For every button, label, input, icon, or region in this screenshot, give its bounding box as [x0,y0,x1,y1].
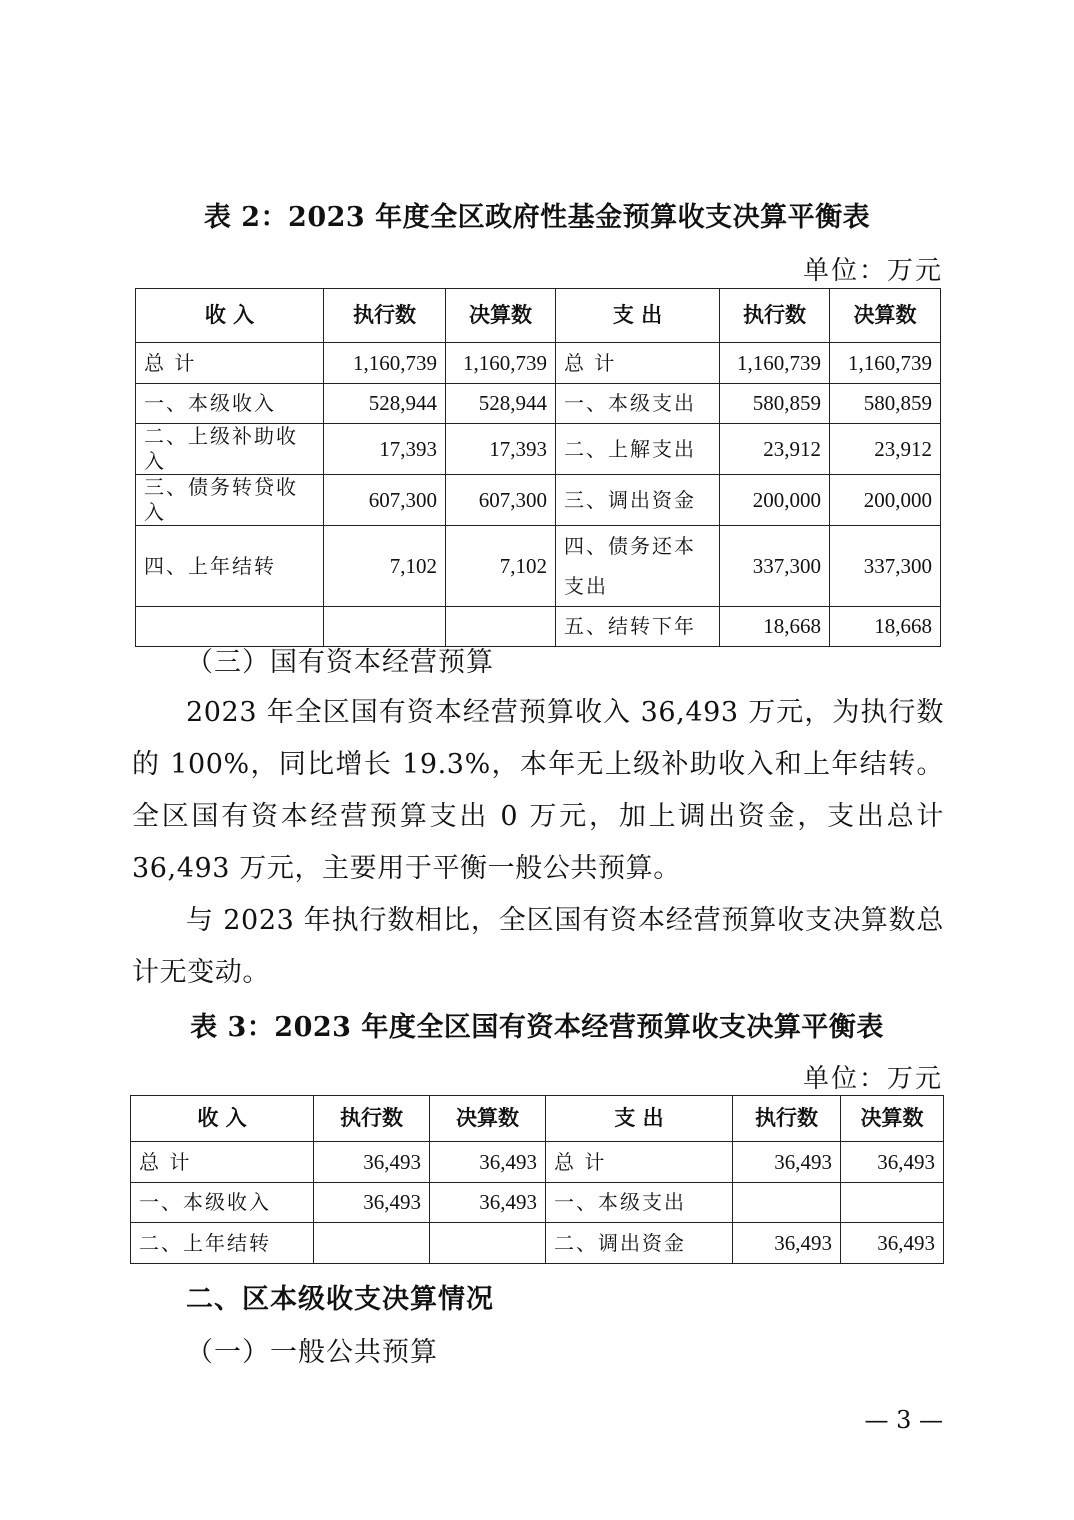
table3 [130,1095,944,1264]
table-row [131,1183,944,1223]
table2-header: 决算数 [446,289,556,343]
table-cell: 36,493 [841,1223,944,1264]
table-row [131,1142,944,1183]
section3-paragraph-1: 2023 年全区国有资本经营预算收入 36,493 万元，为执行数的 100%，同比增长 19.3%，本年无上级补助收入和上年结转。全区国有资本经营预算支出 0 万元，加上调出资金，支出总计 36,493 万元，主要用于平衡一般公共预算。 [132,697,944,884]
table2-title: 表 2：2023 年度全区政府性基金预算收支决算平衡表 [203,202,871,233]
table-row [136,526,941,607]
table-row [136,343,941,384]
table-cell: 23,912 [830,424,941,475]
table3-header: 收 入 [131,1096,314,1142]
table3-header: 决算数 [841,1096,944,1142]
table-cell: 总 计 [546,1142,733,1183]
section-two-subheading: （一）一般公共预算 [186,1337,438,1368]
table-cell: 18,668 [830,607,941,647]
table-cell: 36,493 [841,1142,944,1183]
table-cell [430,1223,546,1264]
table-cell: 1,160,739 [720,343,830,384]
table3-header: 执行数 [733,1096,841,1142]
section-two-heading: 二、区本级收支决算情况 [186,1284,494,1315]
table-cell: 18,668 [720,607,830,647]
section3-heading: （三）国有资本经营预算 [186,647,494,678]
table-cell: 总 计 [131,1142,314,1183]
table-cell: 一、本级支出 [556,384,720,424]
table-cell: 1,160,739 [446,343,556,384]
table-cell: 总 计 [136,343,324,384]
table-cell: 36,493 [733,1223,841,1264]
table3-unit: 单位：万元 [802,1064,943,1094]
table-cell: 7,102 [324,526,446,607]
table2-header: 支 出 [556,289,720,343]
table-cell: 36,493 [430,1183,546,1223]
table-cell: 528,944 [446,384,556,424]
table-cell: 二、上级补助收入 [136,424,324,475]
table2-header: 执行数 [720,289,830,343]
table-cell: 四、债务还本支出 [556,526,720,607]
table-cell: 二、上年结转 [131,1223,314,1264]
table-cell: 36,493 [733,1142,841,1183]
table-cell: 一、本级收入 [131,1183,314,1223]
table3-header-row [131,1096,944,1142]
table3-header: 执行数 [314,1096,430,1142]
page-number: — 3 — [864,1406,943,1434]
table-cell: 36,493 [314,1142,430,1183]
table-cell [733,1183,841,1223]
table2 [135,288,941,647]
table-cell: 一、本级支出 [546,1183,733,1223]
table2-unit: 单位：万元 [802,256,943,286]
table-cell: 200,000 [830,475,941,526]
table-cell: 607,300 [446,475,556,526]
table2-header: 收 入 [136,289,324,343]
table-cell: 总 计 [556,343,720,384]
table2-header-row [136,289,941,343]
table-cell: 三、调出资金 [556,475,720,526]
table3-title: 表 3：2023 年度全区国有资本经营预算收支决算平衡表 [190,1012,884,1043]
table2-header: 决算数 [830,289,941,343]
section3-paragraph-2: 与 2023 年执行数相比，全区国有资本经营预算收支决算数总计无变动。 [132,905,944,988]
table-cell: 580,859 [830,384,941,424]
table-cell: 17,393 [446,424,556,475]
table-cell: 580,859 [720,384,830,424]
table-cell: 23,912 [720,424,830,475]
section3-body [132,687,944,999]
table3-header: 支 出 [546,1096,733,1142]
table-cell: 36,493 [430,1142,546,1183]
table-row [136,475,941,526]
table-cell: 200,000 [720,475,830,526]
table2-header: 执行数 [324,289,446,343]
table-cell: 一、本级收入 [136,384,324,424]
table-cell: 36,493 [314,1183,430,1223]
table-cell [314,1223,430,1264]
table-cell: 1,160,739 [830,343,941,384]
table-cell: 四、上年结转 [136,526,324,607]
table3-header: 决算数 [430,1096,546,1142]
table-cell: 三、债务转贷收入 [136,475,324,526]
table-cell: 337,300 [830,526,941,607]
table-cell: 1,160,739 [324,343,446,384]
table-cell: 607,300 [324,475,446,526]
table-cell: 528,944 [324,384,446,424]
table-cell: 337,300 [720,526,830,607]
table-cell: 7,102 [446,526,556,607]
table-cell: 17,393 [324,424,446,475]
table-cell: 五、结转下年 [556,607,720,647]
table-row [131,1223,944,1264]
table-cell: 二、上解支出 [556,424,720,475]
table-row [136,384,941,424]
table-row [136,424,941,475]
table-cell: 二、调出资金 [546,1223,733,1264]
table-cell [841,1183,944,1223]
